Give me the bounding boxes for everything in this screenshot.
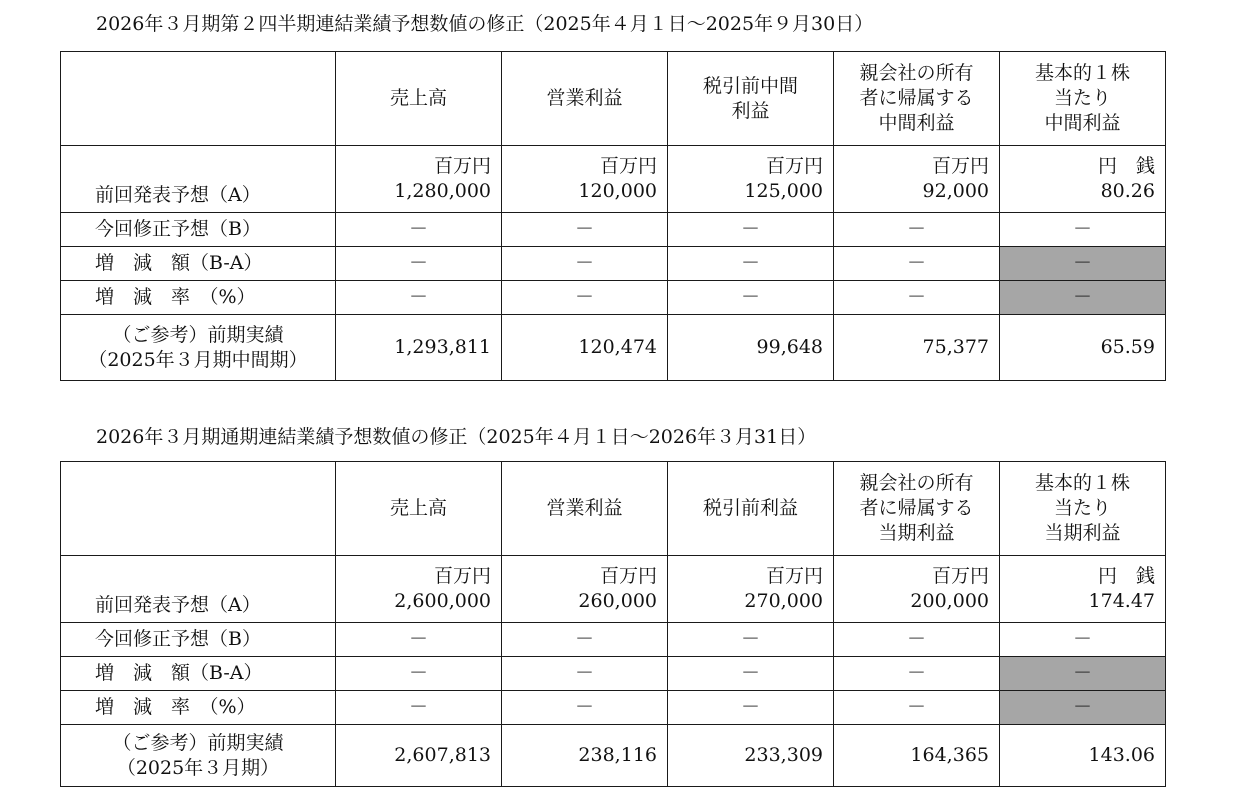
cell-prev-pretax: 百万円 270,000 [668,556,834,623]
cell-curr-operating: － [502,623,668,657]
cell-rate-parent: － [834,281,1000,315]
row-label-ref: （ご参考）前期実績 （2025年３月期） [61,725,336,787]
cell-prev-sales: 百万円 1,280,000 [336,146,502,213]
row-label-prev: 前回発表予想（A） [61,556,336,623]
cell-ref-eps: 65.59 [1000,315,1166,381]
cell-prev-eps: 円 銭 174.47 [1000,556,1166,623]
cell-ref-operating: 120,474 [502,315,668,381]
section-2-title: 2026年３月期通期連結業績予想数値の修正（2025年４月１日～2026年３月31日） [96,426,817,448]
cell-prev-operating: 百万円 260,000 [502,556,668,623]
cell-curr-sales: － [336,623,502,657]
fy-forecast-table [60,461,1166,787]
row-label-diff: 増 減 額（B-A） [61,247,336,281]
header-empty-cell [61,462,336,556]
cell-diff-operating: － [502,657,668,691]
cell-ref-sales: 2,607,813 [336,725,502,787]
cell-rate-pretax: － [668,281,834,315]
cell-curr-sales: － [336,213,502,247]
cell-prev-parent: 百万円 200,000 [834,556,1000,623]
cell-ref-eps: 143.06 [1000,725,1166,787]
table-row [61,315,1166,381]
row-label-curr: 今回修正予想（B） [61,213,336,247]
cell-prev-eps: 円 銭 80.26 [1000,146,1166,213]
cell-diff-eps: － [1000,657,1166,691]
cell-ref-parent: 164,365 [834,725,1000,787]
header-sales: 売上高 [336,462,502,556]
cell-diff-parent: － [834,657,1000,691]
row-label-curr: 今回修正予想（B） [61,623,336,657]
cell-ref-operating: 238,116 [502,725,668,787]
table-row [61,281,1166,315]
cell-ref-parent: 75,377 [834,315,1000,381]
section-1-title: 2026年３月期第２四半期連結業績予想数値の修正（2025年４月１日～2025年９月30日） [96,13,874,35]
cell-rate-operating: － [502,691,668,725]
cell-diff-pretax: － [668,657,834,691]
cell-ref-pretax: 99,648 [668,315,834,381]
table-row [61,623,1166,657]
table-row [61,556,1166,623]
cell-ref-pretax: 233,309 [668,725,834,787]
cell-diff-sales: － [336,657,502,691]
table-row [61,657,1166,691]
row-label-rate: 増 減 率 （%） [61,691,336,725]
row-label-prev: 前回発表予想（A） [61,146,336,213]
cell-rate-sales: － [336,691,502,725]
cell-curr-eps: － [1000,623,1166,657]
row-label-rate: 増 減 率 （%） [61,281,336,315]
table-row [61,146,1166,213]
table-row [61,213,1166,247]
header-empty-cell [61,52,336,146]
q2-forecast-table [60,51,1166,381]
header-row [61,52,1166,146]
header-row [61,462,1166,556]
cell-rate-operating: － [502,281,668,315]
cell-rate-eps: － [1000,691,1166,725]
table-row [61,247,1166,281]
header-pretax-profit: 税引前利益 [668,462,834,556]
table-row [61,725,1166,787]
header-sales: 売上高 [336,52,502,146]
row-label-ref: （ご参考）前期実績 （2025年３月期中間期） [61,315,336,381]
header-pretax-profit: 税引前中間 利益 [668,52,834,146]
cell-diff-operating: － [502,247,668,281]
cell-rate-sales: － [336,281,502,315]
cell-rate-parent: － [834,691,1000,725]
header-operating-profit: 営業利益 [502,462,668,556]
cell-prev-pretax: 百万円 125,000 [668,146,834,213]
cell-rate-eps: － [1000,281,1166,315]
table-row [61,691,1166,725]
cell-diff-sales: － [336,247,502,281]
cell-curr-operating: － [502,213,668,247]
cell-ref-sales: 1,293,811 [336,315,502,381]
cell-diff-eps: － [1000,247,1166,281]
row-label-diff: 増 減 額（B-A） [61,657,336,691]
cell-curr-pretax: － [668,623,834,657]
header-parent-profit: 親会社の所有 者に帰属する 中間利益 [834,52,1000,146]
header-eps: 基本的１株 当たり 当期利益 [1000,462,1166,556]
cell-diff-pretax: － [668,247,834,281]
cell-curr-pretax: － [668,213,834,247]
cell-curr-parent: － [834,623,1000,657]
header-eps: 基本的１株 当たり 中間利益 [1000,52,1166,146]
cell-rate-pretax: － [668,691,834,725]
cell-curr-parent: － [834,213,1000,247]
header-parent-profit: 親会社の所有 者に帰属する 当期利益 [834,462,1000,556]
cell-curr-eps: － [1000,213,1166,247]
header-operating-profit: 営業利益 [502,52,668,146]
cell-prev-parent: 百万円 92,000 [834,146,1000,213]
cell-prev-operating: 百万円 120,000 [502,146,668,213]
cell-diff-parent: － [834,247,1000,281]
cell-prev-sales: 百万円 2,600,000 [336,556,502,623]
